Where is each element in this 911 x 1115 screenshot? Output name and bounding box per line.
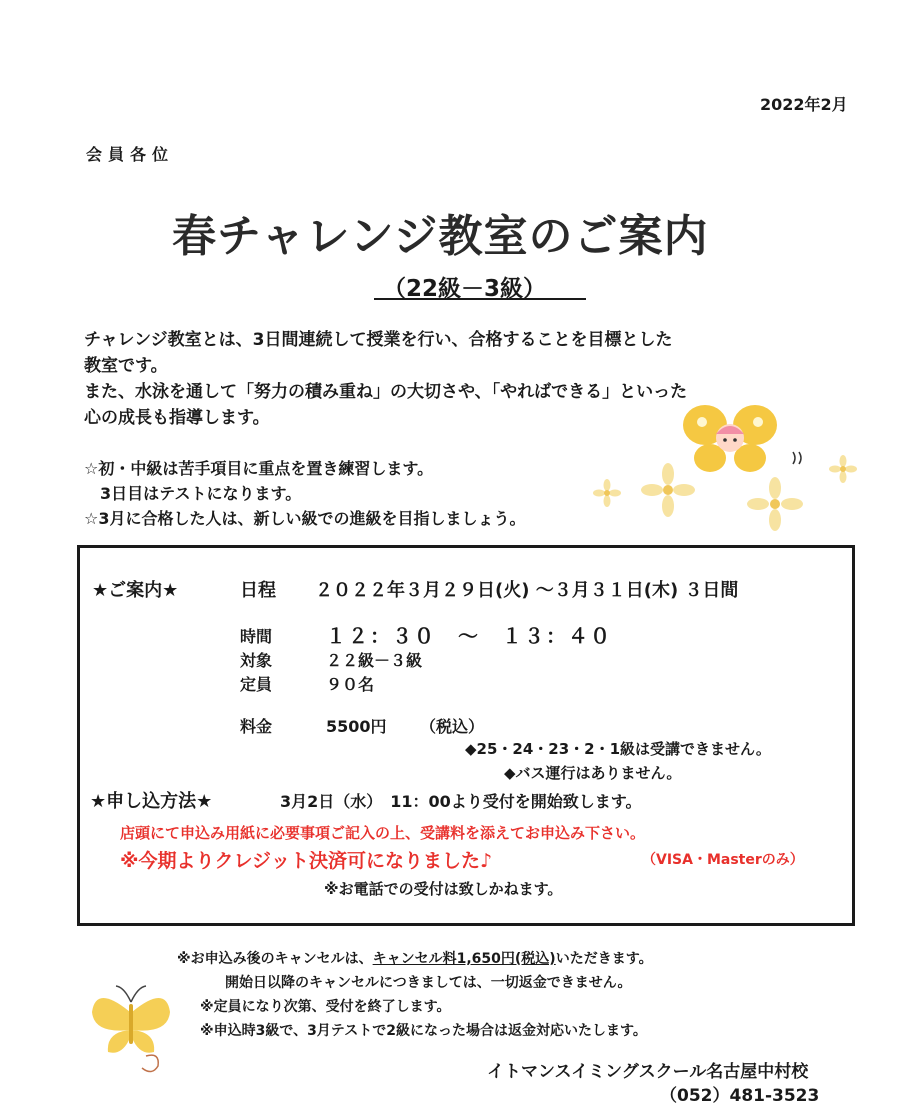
flower-icon <box>745 476 805 532</box>
intro-line-1: チャレンジ教室とは、3日間連続して授業を行い、合格することを目標とした <box>84 330 673 350</box>
butterfly-icon <box>86 982 176 1082</box>
refund-note: 開始日以降のキャンセルにつきましては、一切返金できません。 <box>225 975 632 991</box>
addressee: 会員各位 <box>86 145 175 164</box>
page-title: 春チャレンジ教室のご案内 <box>172 211 709 262</box>
credit-card-brands: （VISA・Masterのみ） <box>642 852 804 868</box>
fee-note-1: ◆25・24・23・2・1級は受講できません。 <box>465 740 771 758</box>
time-value: １２：３０ ～ １３：４０ <box>326 624 612 648</box>
fee-note-2: ◆バス運行はありません。 <box>504 764 682 782</box>
flower-icon <box>592 478 622 508</box>
guide-heading: ★ご案内★ <box>92 580 179 601</box>
intro-line-2: 教室です。 <box>84 356 168 376</box>
cancel-note-suffix: いただきます。 <box>555 951 653 967</box>
cancel-note <box>177 948 653 968</box>
time-label: 時間 <box>240 627 273 646</box>
schedule-value: ２０２２年３月２９日(火) ～３月３１日(木) ３日間 <box>315 580 739 601</box>
cancel-fee: キャンセル料1,650円(税込) <box>372 951 556 967</box>
note-line-1: ☆初・中級は苦手項目に重点を置き練習します。 <box>84 459 434 478</box>
flower-icon <box>640 462 696 518</box>
capacity-note: ※定員になり次第、受付を終了します。 <box>200 999 451 1015</box>
school-name: イトマンスイミングスクール名古屋中村校 <box>487 1062 809 1082</box>
target-label: 対象 <box>240 651 273 670</box>
apply-heading: ★申し込方法★ <box>90 791 213 812</box>
level-refund-note: ※申込時3級で、3月テストで2級になった場合は返金対応いたします。 <box>200 1023 647 1039</box>
flower-icon <box>828 454 858 484</box>
school-phone: （052）481-3523 <box>660 1086 820 1106</box>
apply-instructions: 店頭にて申込み用紙に必要事項ご記入の上、受講料を添えてお申込み下さい。 <box>120 824 646 842</box>
credit-payment-notice: ※今期よりクレジット決済可になりました♪ <box>120 850 493 872</box>
document-date: 2022年2月 <box>760 95 848 114</box>
capacity-label: 定員 <box>240 675 273 694</box>
phone-not-accepted-note: ※お電話での受付は致しかねます。 <box>324 880 563 898</box>
capacity-value: ９０名 <box>326 675 375 694</box>
fee-tax: （税込） <box>420 717 485 736</box>
intro-line-3: また、水泳を通して「努力の積み重ね」の大切さや、「やればできる」といった <box>84 382 688 402</box>
note-line-2: 3日目はテストになります。 <box>84 484 302 503</box>
cancel-note-prefix: ※お申込み後のキャンセルは、 <box>177 951 373 967</box>
page-subtitle: （22級－3級） <box>383 276 547 302</box>
subtitle-underline <box>374 298 586 300</box>
note-line-3: ☆3月に合格した人は、新しい級での進級を目指しましょう。 <box>84 509 526 528</box>
schedule-label: 日程 <box>240 580 276 601</box>
fee-label: 料金 <box>240 717 273 736</box>
apply-value: 3月2日（水） 11：00より受付を開始致します。 <box>280 792 642 811</box>
intro-line-4: 心の成長も指導します。 <box>84 408 270 428</box>
motion-lines-icon <box>785 448 815 468</box>
fee-value: 5500円 <box>326 717 387 736</box>
target-value: ２２級－３級 <box>326 651 423 670</box>
